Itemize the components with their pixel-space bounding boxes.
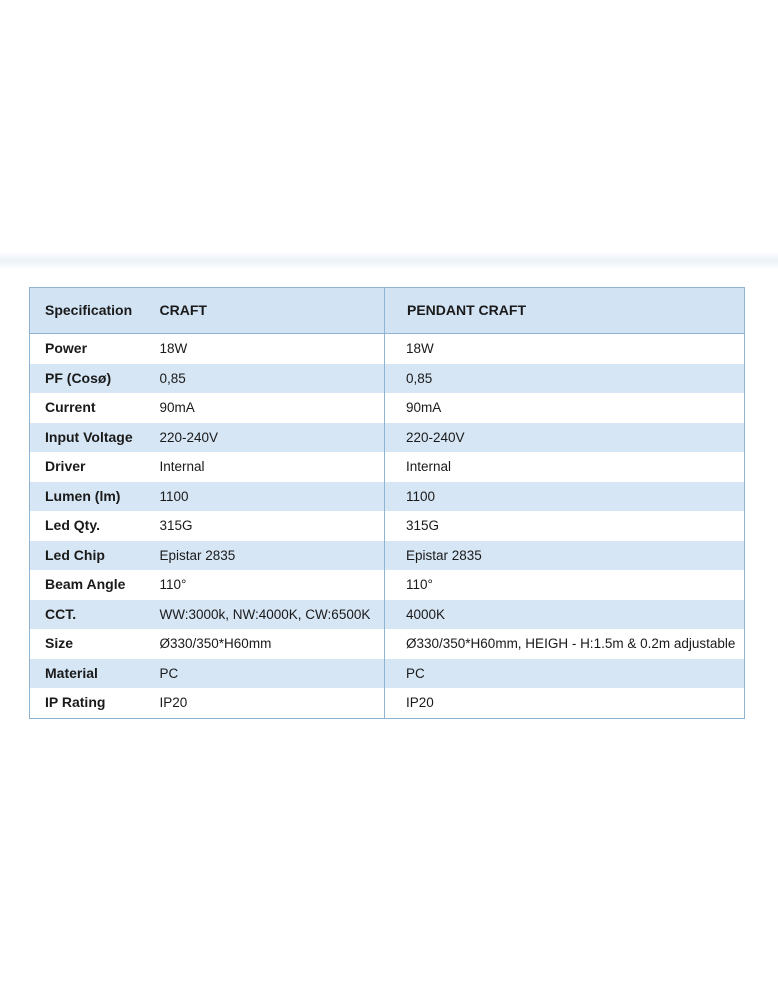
craft-value: Internal	[159, 459, 205, 475]
craft-value: 18W	[159, 341, 188, 357]
craft-value: 110°	[159, 577, 187, 593]
pendant-value: 18W	[385, 334, 745, 364]
pendant-value: 110°	[385, 570, 745, 600]
table-row-material	[30, 659, 745, 689]
table-row-input-voltage	[30, 423, 745, 453]
pendant-value: 220-240V	[385, 423, 745, 453]
table-row-power	[30, 334, 745, 364]
pendant-value: 0,85	[385, 364, 745, 394]
header-craft: CRAFT	[146, 288, 385, 334]
table-row-lumen	[30, 482, 745, 512]
pendant-value: Ø330/350*H60mm, HEIGH - H:1.5m & 0.2m adjustable	[385, 629, 745, 659]
table-row-current	[30, 393, 745, 423]
row-label: Led Chip	[45, 546, 105, 563]
row-label: Material	[45, 664, 98, 681]
table-row-cct	[30, 600, 745, 630]
row-label: Driver	[45, 458, 86, 475]
craft-value: Ø330/350*H60mm	[159, 636, 272, 652]
craft-value: 0,85	[159, 370, 186, 386]
row-label: IP Rating	[45, 694, 106, 711]
craft-value: 220-240V	[159, 429, 219, 445]
table-row-led-chip	[30, 541, 745, 571]
row-label: PF (Cosø)	[45, 369, 112, 386]
craft-value: WW:3000k, NW:4000K, CW:6500K	[159, 606, 371, 622]
pendant-value: 315G	[385, 511, 745, 541]
row-label: Led Qty.	[45, 517, 100, 534]
row-label: Beam Angle	[45, 576, 126, 593]
table-row-beam-angle	[30, 570, 745, 600]
craft-value: IP20	[159, 695, 188, 711]
pendant-value: 90mA	[385, 393, 745, 423]
table-row-size	[30, 629, 745, 659]
table-header-row	[30, 288, 745, 334]
pendant-value: PC	[385, 659, 745, 689]
specification-table	[29, 287, 745, 719]
pendant-value: Internal	[385, 452, 745, 482]
row-label: Power	[45, 340, 88, 357]
table-row-ip-rating	[30, 688, 745, 718]
pendant-value: Epistar 2835	[385, 541, 745, 571]
table-row-led-qty	[30, 511, 745, 541]
table-row-pf	[30, 364, 745, 394]
craft-value: 90mA	[159, 400, 195, 416]
row-label: CCT.	[45, 605, 77, 622]
row-label: Lumen (lm)	[45, 487, 121, 504]
pendant-value: 4000K	[385, 600, 745, 630]
craft-value: PC	[159, 665, 179, 681]
pendant-value: IP20	[385, 688, 745, 718]
pendant-value: 1100	[385, 482, 745, 512]
craft-value: 1100	[159, 488, 189, 504]
row-label: Input Voltage	[45, 428, 133, 445]
craft-value: Epistar 2835	[159, 547, 236, 563]
page-fade-band	[0, 252, 778, 270]
row-label: Size	[45, 635, 74, 652]
craft-value: 315G	[159, 518, 193, 534]
header-pendant-craft: PENDANT CRAFT	[385, 288, 745, 334]
row-label: Current	[45, 399, 96, 416]
table-row-driver	[30, 452, 745, 482]
header-specification: Specification	[30, 288, 146, 334]
